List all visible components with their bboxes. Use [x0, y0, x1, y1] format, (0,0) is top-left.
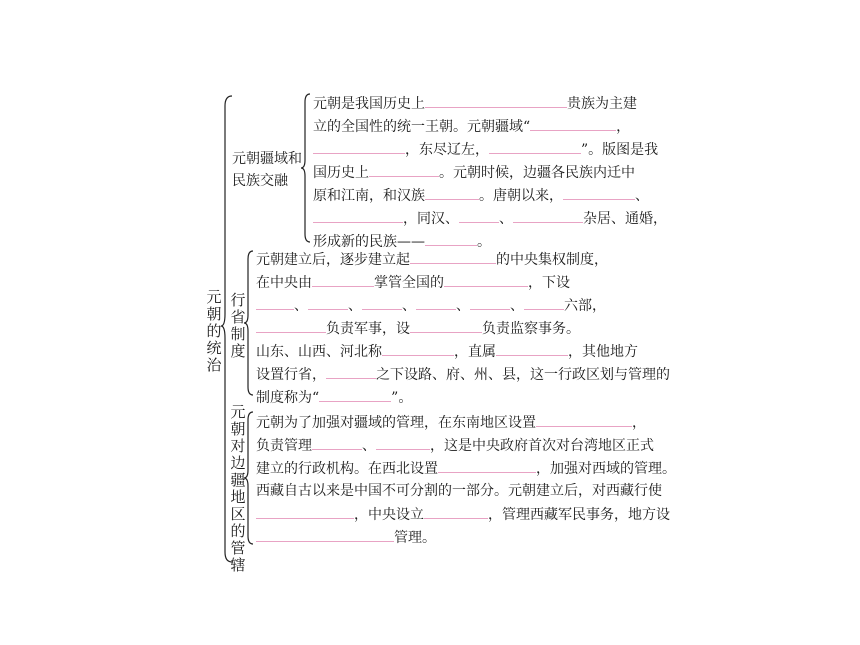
text-segment: 掌管全国的: [374, 275, 444, 291]
text-line: [256, 363, 670, 385]
fill-blank[interactable]: [444, 271, 528, 287]
text-segment: 之下设路、府、州、县，这一行政区划与管理的: [376, 367, 670, 383]
text-segment: 立的全国性的统一王朝。元朝疆域“: [313, 119, 531, 135]
text-segment: 建立的行政机构。在西北设置: [256, 461, 438, 477]
text-segment: 负责管理: [256, 438, 312, 454]
fill-blank[interactable]: [256, 317, 326, 333]
fill-blank[interactable]: [313, 138, 405, 154]
text-segment: ，管理西藏军民事务，地方设: [488, 507, 670, 523]
fill-blank[interactable]: [326, 363, 376, 379]
fill-blank[interactable]: [536, 411, 632, 427]
fill-blank[interactable]: [376, 434, 430, 450]
page-title: 元朝的统治: [206, 288, 222, 374]
fill-blank[interactable]: [308, 294, 348, 310]
fill-blank[interactable]: [524, 294, 564, 310]
fill-blank[interactable]: [416, 294, 456, 310]
fill-blank[interactable]: [256, 503, 354, 519]
fill-blank[interactable]: [425, 92, 567, 108]
fill-blank[interactable]: [513, 207, 583, 223]
text-segment: ”。: [391, 390, 413, 406]
text-line: [313, 207, 667, 229]
text-segment: ，同汉、: [403, 211, 459, 227]
text-line: [256, 317, 580, 339]
text-line: [256, 294, 606, 316]
text-segment: 、: [348, 298, 362, 314]
text-segment: ，: [632, 415, 646, 431]
text-segment: ，中央设立: [354, 507, 424, 523]
text-segment: 元朝建立后，逐步建立起: [256, 252, 410, 268]
fill-blank[interactable]: [382, 340, 454, 356]
text-segment: ，下设: [528, 275, 570, 291]
fill-blank[interactable]: [425, 184, 479, 200]
text-segment: ”。版图是我: [581, 142, 659, 158]
text-segment: 负责军事，设: [326, 321, 410, 337]
text-line: [256, 248, 608, 270]
text-segment: ，这是中央政府首次对台湾地区正式: [430, 438, 654, 454]
text-line: [256, 411, 646, 433]
text-line: [256, 457, 676, 479]
text-segment: 、: [456, 298, 470, 314]
text-segment: 西藏自古以来是中国不可分割的一部分。元朝建立后，对西藏行使: [256, 483, 662, 499]
text-line: [256, 386, 412, 408]
section2-heading: 行省制度: [230, 291, 246, 360]
text-line: [313, 115, 630, 137]
text-line: [313, 92, 637, 114]
text-segment: 管理。: [394, 530, 436, 546]
text-segment: 、: [635, 188, 649, 204]
fill-blank[interactable]: [496, 340, 568, 356]
text-segment: 山东、山西、河北称: [256, 344, 382, 360]
text-segment: 杂居、通婚，: [583, 211, 667, 227]
text-segment: ，其他地方: [568, 344, 638, 360]
fill-blank[interactable]: [256, 526, 394, 542]
text-segment: 设置行省，: [256, 367, 326, 383]
fill-blank[interactable]: [369, 161, 439, 177]
text-segment: ，加强对西域的管理。: [536, 461, 676, 477]
fill-blank[interactable]: [362, 294, 402, 310]
text-segment: 、: [362, 438, 376, 454]
text-line: [256, 340, 638, 362]
section3-heading: 元朝对边疆地区的管辖: [230, 403, 246, 574]
fill-blank[interactable]: [563, 184, 635, 200]
fill-blank[interactable]: [312, 271, 374, 287]
text-segment: 原和江南，和汉族: [313, 188, 425, 204]
text-segment: 形成新的民族——: [313, 234, 425, 250]
fill-blank[interactable]: [313, 207, 403, 223]
fill-blank[interactable]: [489, 138, 581, 154]
text-segment: 在中央由: [256, 275, 312, 291]
text-line: [256, 434, 654, 456]
text-segment: 负责监察事务。: [482, 321, 580, 337]
text-line: [256, 503, 670, 525]
text-line: [313, 161, 635, 183]
text-segment: ，: [616, 119, 631, 135]
text-segment: 。唐朝以来，: [479, 188, 563, 204]
text-segment: 制度称为“: [256, 390, 320, 406]
fill-blank[interactable]: [312, 434, 362, 450]
fill-blank[interactable]: [425, 230, 477, 246]
text-line: [256, 526, 436, 548]
text-segment: 贵族为主建: [567, 96, 637, 112]
text-segment: 、: [499, 211, 513, 227]
section3-brace: [243, 410, 255, 546]
text-segment: 元朝为了加强对疆域的管理，在东南地区设置: [256, 415, 536, 431]
fill-blank[interactable]: [319, 386, 391, 402]
fill-blank[interactable]: [459, 207, 499, 223]
text-line: [256, 480, 662, 502]
fill-blank[interactable]: [256, 294, 294, 310]
text-segment: 。元朝时候，边疆各民族内迁中: [439, 165, 635, 181]
text-segment: 。: [477, 234, 491, 250]
text-line: [256, 271, 570, 293]
fill-blank[interactable]: [438, 457, 536, 473]
text-segment: ，直属: [454, 344, 496, 360]
text-segment: 、: [294, 298, 308, 314]
text-segment: 的中央集权制度，: [496, 252, 608, 268]
text-segment: 、: [402, 298, 416, 314]
section2-brace: [243, 249, 255, 397]
section1-brace: [300, 92, 312, 244]
text-segment: ，东尽辽左，: [405, 142, 489, 158]
fill-blank[interactable]: [424, 503, 488, 519]
text-segment: 元朝是我国历史上: [313, 96, 425, 112]
fill-blank[interactable]: [410, 317, 482, 333]
text-line: [313, 184, 649, 206]
text-segment: 、: [510, 298, 524, 314]
fill-blank[interactable]: [530, 115, 616, 131]
text-line: [313, 138, 658, 160]
fill-blank[interactable]: [470, 294, 510, 310]
section1-heading: 元朝疆域和民族交融: [232, 151, 302, 189]
fill-blank[interactable]: [410, 248, 496, 264]
text-segment: 六部，: [564, 298, 606, 314]
text-segment: 国历史上: [313, 165, 369, 181]
